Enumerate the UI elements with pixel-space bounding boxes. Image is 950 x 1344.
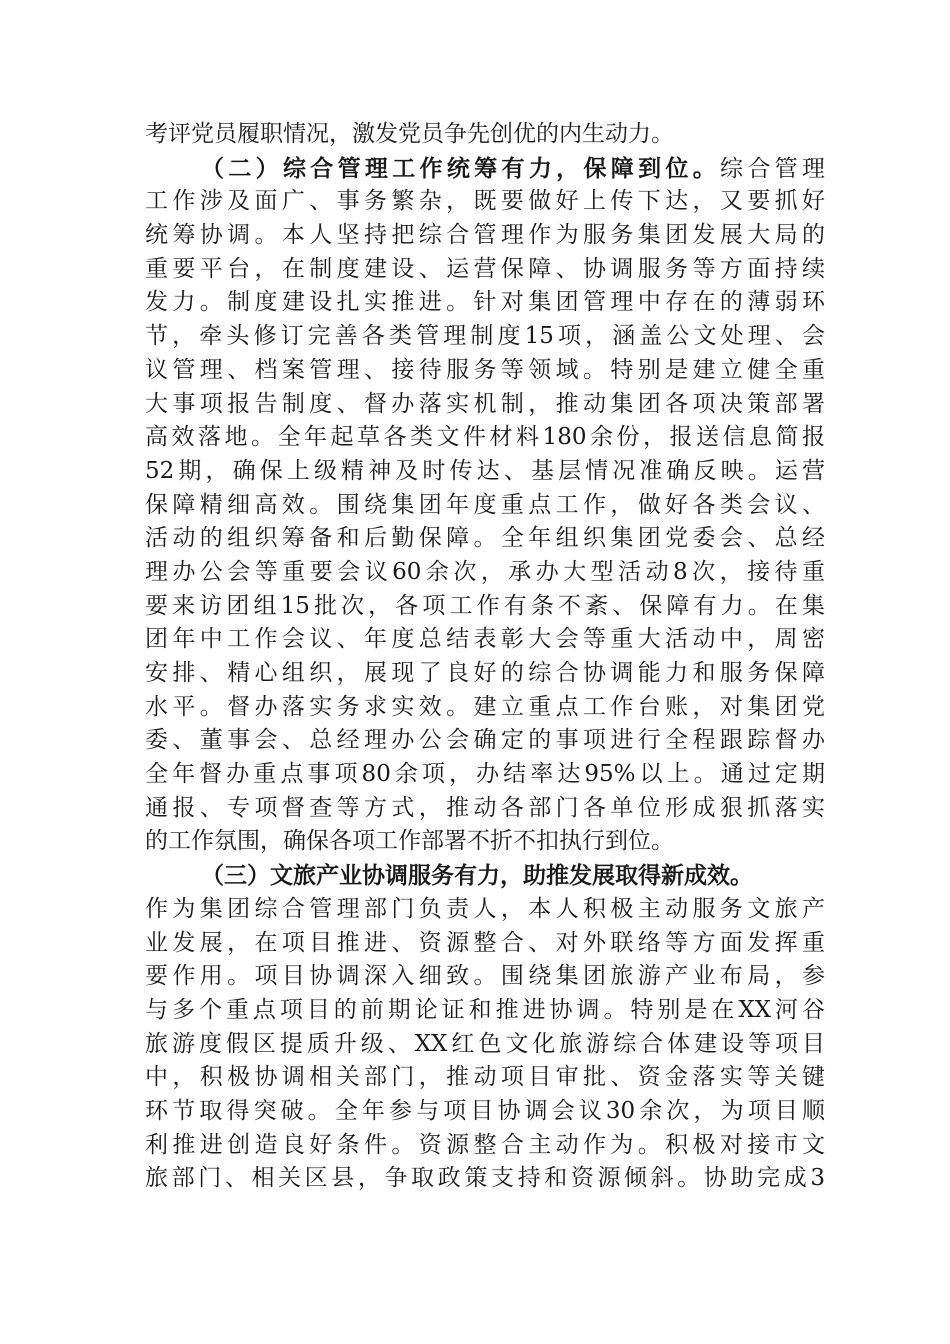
text-line: 利推进创造良好条件。资源整合主动作为。积极对接市文 — [145, 1131, 825, 1158]
text-line: 52期，确保上级精神及时传达、基层情况准确反映。运营 — [145, 457, 825, 484]
text-line: 旅游度假区提质升级、XX红色文化旅游综合体建设等项目 — [145, 1030, 825, 1057]
text-line: 通报、专项督查等方式，推动各部门各单位形成狠抓落实 — [145, 794, 825, 821]
text-line: 理办公会等重要会议60余次，承办大型活动8次，接待重 — [145, 558, 825, 585]
text-line: 发力。制度建设扎实推进。针对集团管理中存在的薄弱环 — [145, 289, 825, 316]
text-line: 工作涉及面广、事务繁杂，既要做好上传下达，又要抓好 — [145, 188, 825, 215]
text-line: 与多个重点项目的前期论证和推进协调。特别是在XX河谷 — [145, 996, 825, 1023]
text-line: 委、董事会、总经理办公会确定的事项进行全程跟踪督办 — [145, 727, 825, 754]
text-line: 环节取得突破。全年参与项目协调会议30余次，为项目顺 — [145, 1097, 825, 1124]
text-line: 重要平台，在制度建设、运营保障、协调服务等方面持续 — [145, 255, 825, 282]
text-line: 统筹协调。本人坚持把综合管理作为服务集团发展大局的 — [145, 222, 825, 249]
text-line: 节，牵头修订完善各类管理制度15项，涵盖公文处理、会 — [145, 323, 825, 350]
text-line: 全年督办重点事项80余项，办结率达95%以上。通过定期 — [145, 761, 825, 788]
text-line: 保障精细高效。围绕集团年度重点工作，做好各类会议、 — [145, 491, 825, 518]
text-line: 议管理、档案管理、接待服务等领域。特别是建立健全重 — [145, 356, 825, 383]
text-line: 要来访团组15批次，各项工作有条不紊、保障有力。在集 — [145, 592, 825, 619]
section-heading-2 — [145, 152, 825, 186]
text-line: 的工作氛围，确保各项工作部署不折不扣执行到位。 — [145, 828, 674, 855]
heading-text: （三）文旅产业协调服务有力，助推发展取得新成效。 — [201, 862, 753, 890]
document-body — [145, 118, 825, 1196]
text-line: 业发展，在项目推进、资源整合、对外联络等方面发挥重 — [145, 929, 825, 956]
text-line: 旅部门、相关区县，争取政策支持和资源倾斜。协助完成3 — [145, 1165, 825, 1192]
text-line: 要作用。项目协调深入细致。围绕集团旅游产业布局，参 — [145, 963, 825, 990]
text-line: 水平。督办落实务求实效。建立重点工作台账，对集团党 — [145, 693, 825, 720]
text-line: 中，积极协调相关部门，推动项目审批、资金落实等关键 — [145, 1064, 825, 1091]
text-line: 安排、精心组织，展现了良好的综合协调能力和服务保障 — [145, 660, 825, 686]
heading-continuation: 综合管理 — [720, 155, 826, 182]
heading-text: （二）综合管理工作统筹有力，保障到位。 — [201, 154, 721, 182]
text-line: 大事项报告制度、督办落实机制，推动集团各项决策部署 — [145, 390, 825, 417]
section-heading-3 — [145, 859, 825, 893]
text-line: 作为集团综合管理部门负责人，本人积极主动服务文旅产 — [145, 895, 825, 922]
text-line: 团年中工作会议、年度总结表彰大会等重大活动中，周密 — [145, 626, 825, 653]
text-line: 考评党员履职情况，激发党员争先创优的内生动力。 — [145, 121, 674, 147]
text-line: 高效落地。全年起草各类文件材料180余份，报送信息简报 — [145, 424, 825, 451]
text-line: 活动的组织筹备和后勤保障。全年组织集团党委会、总经 — [145, 525, 825, 552]
